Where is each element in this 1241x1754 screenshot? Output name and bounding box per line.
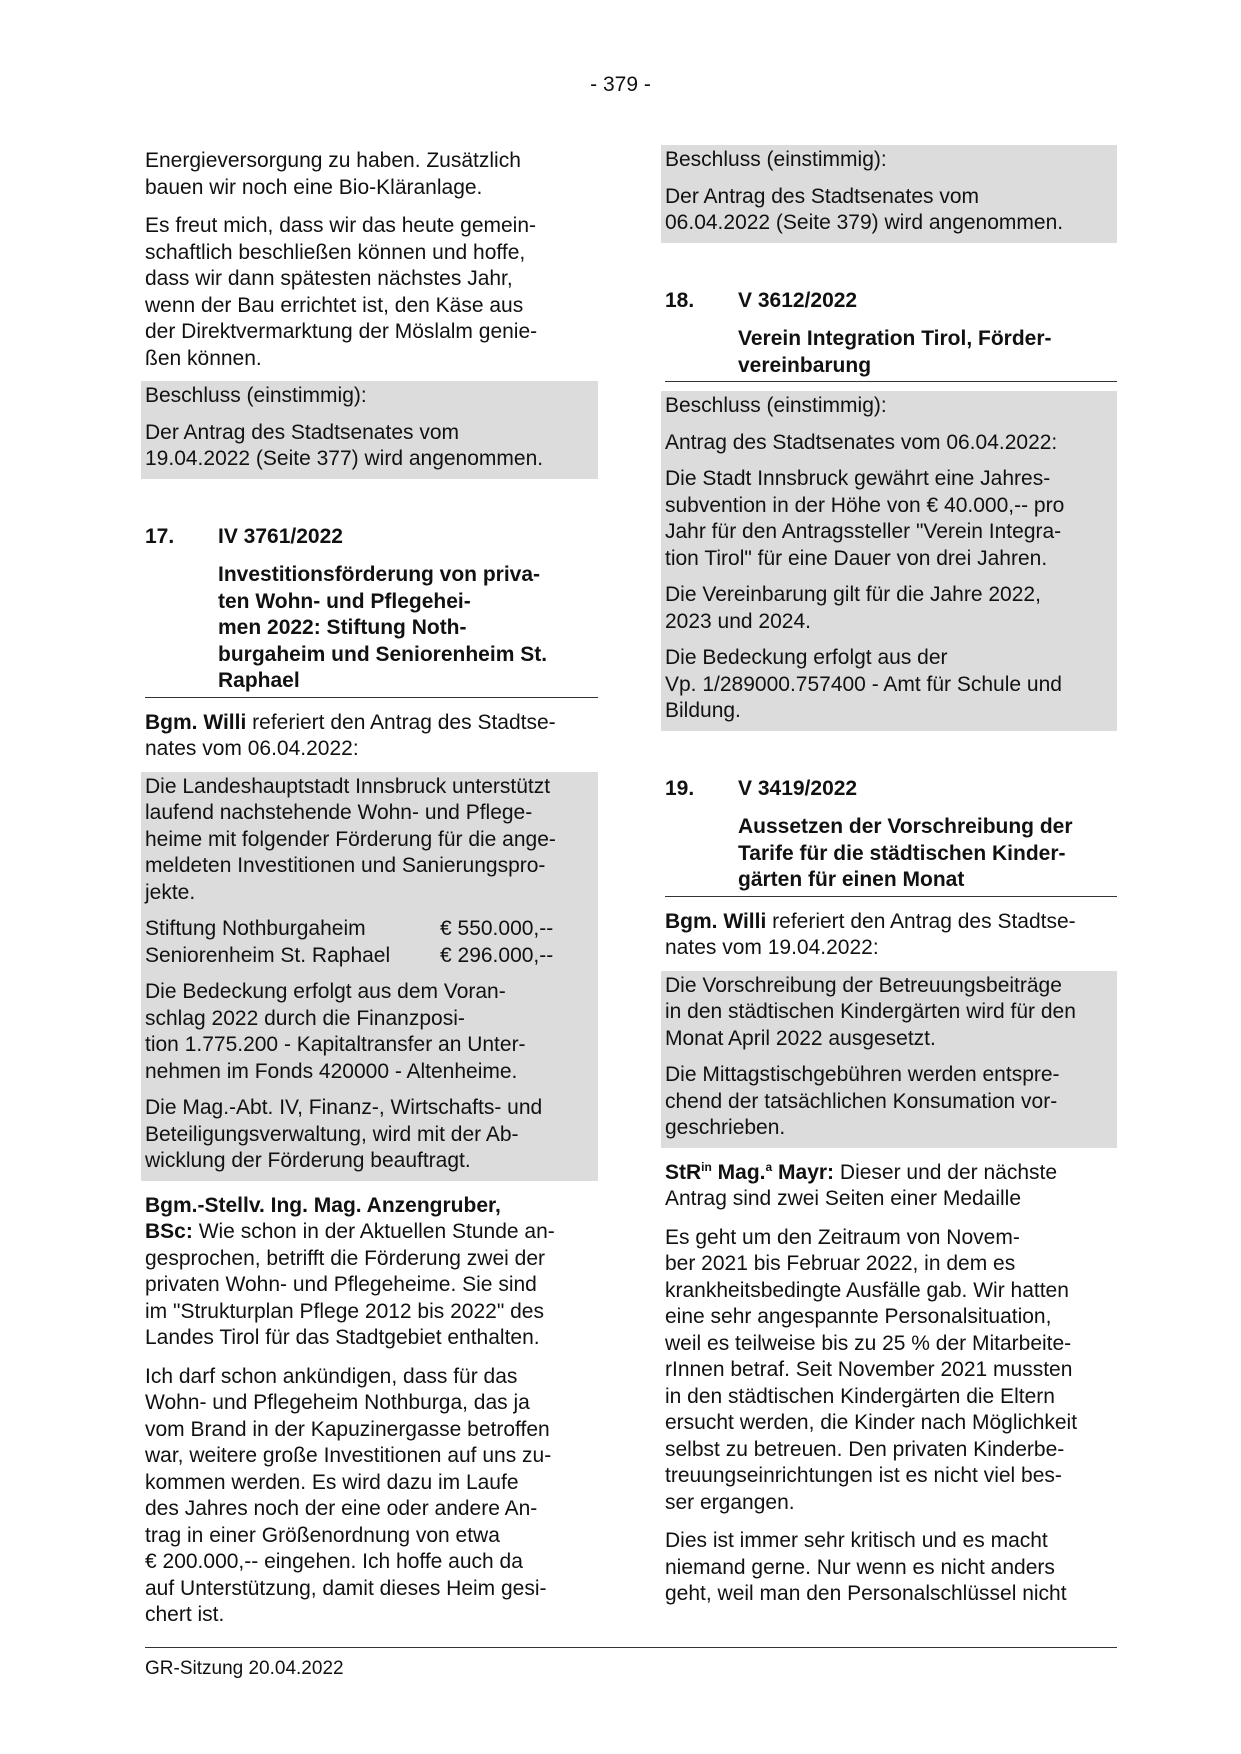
- item-title: Aussetzen der Vorschreibung der Tarife für die städtischen Kinder- gärten für einen Monat: [665, 814, 1117, 897]
- speaker-name: StR$^{in}$ Mag.$^a$ Mayr:: [665, 1159, 835, 1184]
- footer-text: GR-Sitzung 20.04.2022: [145, 1658, 344, 1679]
- amount-row: Stiftung Nothburgaheim € 550.000,--: [145, 917, 554, 940]
- motion-box: Die Vorschreibung der Betreuungsbeiträge in den städtischen Kindergärten wird für den Monat April 2022 ausgesetzt. Die Mittagstischgebühren werden entspre- chend der tatsächlichen Konsumation vor- geschrieben.: [661, 971, 1117, 1148]
- page-number: - 379 -: [590, 73, 651, 96]
- resolution-label: Beschluss (einstimmig):: [145, 384, 367, 407]
- item-number: 18.: [665, 288, 695, 312]
- footer-rule: [145, 1647, 1117, 1648]
- item-code: IV 3761/2022: [218, 524, 343, 548]
- item-title: Investitionsförderung von priva- ten Wohn- und Pflegehei- men 2022: Stiftung Noth- burgaheim und Seniorenheim St. Raphael: [145, 562, 598, 698]
- speaker-paragraph: Bgm.-Stellv. Ing. Mag. Anzengruber, BSc: Wie schon in der Aktuellen Stunde an- gesprochen, betrifft die Förderung zwei der privaten Wohn- und Pflegeheime. Sie sind im "Strukturplan Pflege 2012 bis 2022" des Landes Tirol für das Stadtgebiet enthalten.: [145, 1193, 598, 1352]
- resolution-text: Der Antrag des Stadtsenates vom 19.04.2022 (Seite 377) wird angenommen.: [145, 420, 544, 470]
- item-number: 17.: [145, 524, 175, 548]
- agenda-item-17: [145, 524, 598, 698]
- item-code: V 3612/2022: [738, 288, 858, 312]
- resolution-box: Beschluss (einstimmig): Der Antrag des Stadtsenates vom 06.04.2022 (Seite 379) wird angenommen.: [661, 145, 1117, 243]
- agenda-item-18: [665, 288, 1117, 383]
- speaker-paragraph: StR$^{in}$ Mag.$^a$ Mayr: Dieser und der nächste Antrag sind zwei Seiten einer Medaille: [665, 1159, 1058, 1210]
- motion-box: Die Landeshauptstadt Innsbruck unterstützt laufend nachstehende Wohn- und Pflege- heime mit folgender Förderung für die ange- meldeten Investitionen und Sanierungspro- jekte. Stiftung Nothburgaheim € 550.000,-- Seniorenheim St. Raphael € 296.000,-- Die Bedeckung erfolgt aus dem Voran- schlag 2022 durch die Finanzposi- tion 1.775.200 - Kapitaltransfer an Unter- nehmen im Fonds 420000 - Altenheime. Die Mag.-Abt. IV, Finanz-, Wirtschafts- und Beteiligungsverwaltung, wird mit der Ab- wicklung der Förderung beauftragt.: [141, 772, 598, 1181]
- resolution-box: [141, 381, 598, 479]
- paragraph: Dies ist immer sehr kritisch und es macht niemand gerne. Nur wenn es nicht anders geht, weil man den Personalschlüssel nicht: [665, 1529, 1067, 1605]
- speaker-paragraph: Bgm. Willi referiert den Antrag des Stadtse- nates vom 06.04.2022:: [145, 710, 556, 760]
- resolution-box: Beschluss (einstimmig): Antrag des Stadtsenates vom 06.04.2022: Die Stadt Innsbruck gewährt eine Jahres- subvention in der Höhe von € 40.000,-- pro Jahr für den Antragssteller "Verein Integra- tion Tirol" für eine Dauer von drei Jahren. Die Vereinbarung gilt für die Jahre 2022, 2023 und 2024. Die Bedeckung erfolgt aus der Vp. 1/289000.757400 - Amt für Schule und Bildung.: [661, 391, 1117, 731]
- speaker-name: Bgm.-Stellv. Ing. Mag. Anzengruber,: [145, 1193, 501, 1217]
- speaker-name: Bgm. Willi: [665, 909, 767, 933]
- item-code: V 3419/2022: [738, 776, 858, 800]
- paragraph: Es geht um den Zeitraum von Novem- ber 2021 bis Februar 2022, in dem es krankheitsbedingte Ausfälle gab. Wir hatten eine sehr angespannte Personalsituation, weil es teilweise bis zu 25 % der Mitarbeite- rInnen betraf. Seit November 2021 mussten in den städtischen Kindergärten die Eltern ersucht werden, die Kinder nach Möglichkeit selbst zu betreuen. Den privaten Kinderbe- treuungseinrichtungen ist es nicht viel bes- ser ergangen.: [665, 1225, 1078, 1514]
- amounts-table: [145, 912, 598, 975]
- left-column: [145, 148, 598, 1641]
- right-column: [665, 148, 1117, 1620]
- speaker-name: Bgm. Willi: [145, 710, 247, 734]
- paragraph: Es freut mich, dass wir das heute gemein- schaftlich beschließen können und hoffe, dass wir dann spätesten nächstes Jahr, wenn der Bau errichtet ist, den Käse aus der Direktvermarktung der Möslalm genie- ßen können.: [145, 214, 538, 370]
- paragraph: Ich darf schon ankündigen, dass für das Wohn- und Pflegeheim Nothburga, das ja vom Brand in der Kapuzinergasse betroffen war, weitere große Investitionen auf uns zu- kommen werden. Es wird dazu im Laufe des Jahres noch der eine oder andere An- trag in einer Größenordnung von etwa € 200.000,-- eingehen. Ich hoffe auch da auf Unterstützung, damit dieses Heim gesi- chert ist.: [145, 1364, 552, 1626]
- speaker-paragraph: Bgm. Willi referiert den Antrag des Stadtse- nates vom 19.04.2022:: [665, 909, 1076, 959]
- item-title: Verein Integration Tirol, Förder- vereinbarung: [665, 326, 1117, 382]
- agenda-item-19: [665, 776, 1117, 897]
- amount-row: Seniorenheim St. Raphael € 296.000,--: [145, 943, 554, 967]
- item-number: 19.: [665, 776, 695, 800]
- paragraph: Energieversorgung zu haben. Zusätzlich bauen wir noch eine Bio-Kläranlage.: [145, 149, 521, 199]
